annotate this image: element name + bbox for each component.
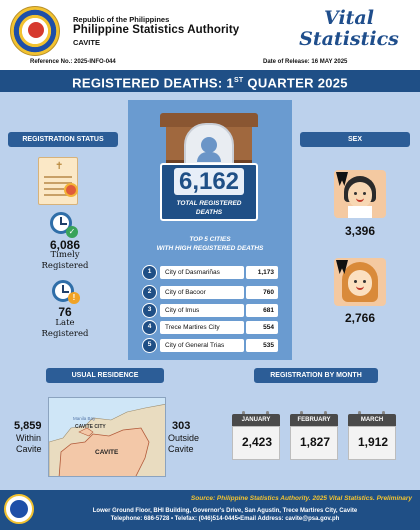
late-label-2: Registered [41,329,89,339]
city-rank: 2 [142,285,157,300]
timely-label-2: Registered [41,261,89,271]
reference-bar [0,58,420,68]
cavite-map-svg [49,398,166,477]
city-value: 681 [246,304,278,317]
month-value: 1,912 [357,435,389,449]
city-rank: 4 [142,320,157,335]
city-rank: 1 [142,265,157,280]
psa-seal-icon [10,6,60,56]
republic-label: Republic of the Philippines [73,15,170,24]
manila-bay-label: Manila Bay [73,416,96,421]
certificate-icon [38,157,78,205]
city-name: City of General Trias [160,339,244,352]
agency-name: Philippine Statistics Authority [73,24,240,36]
timely-label [30,250,100,272]
warning-icon: ! [68,292,80,304]
cross-icon: ✝ [55,161,64,172]
page-header [0,0,420,58]
total-deaths-card [160,163,258,221]
usual-residence-heading: USUAL RESIDENCE [46,368,164,383]
top-cities-heading [136,235,284,253]
month-body [232,426,280,460]
within-cavite-label [16,433,42,455]
footer-address-block [40,507,410,523]
late-label-1: Late [55,318,75,328]
title-sup: ST [233,77,244,84]
outside-cavite-label [168,433,199,455]
province-name: CAVITE [73,38,100,47]
month-value: 2,423 [241,435,273,449]
within-cavite-value: 5,859 [14,420,42,432]
month-calendar [348,414,396,460]
city-row [142,304,278,317]
city-name: City of Imus [160,304,244,317]
female-value: 2,766 [344,311,376,325]
month-body [348,426,396,460]
within-label-2: Cavite [16,444,42,454]
cavite-map [48,397,166,477]
total-deaths-value: 6,162 [178,168,240,195]
timely-value: 6,086 [49,238,81,252]
title-prefix: REGISTERED DEATHS: 1 [72,75,234,91]
month-calendar [290,414,338,460]
person-body-icon [197,152,221,162]
outside-label-1: Outside [168,433,200,443]
sex-heading: SEX [300,132,410,147]
city-row [142,339,278,352]
month-body [290,426,338,460]
city-name: City of Bacoor [160,286,244,299]
city-value: 760 [246,286,278,299]
seal-ribbon-icon [64,183,78,197]
page-title [0,70,420,92]
check-icon: ✓ [66,226,78,238]
female-avatar-icon [334,258,386,306]
within-label-1: Within [16,433,42,443]
psa-footer-logo-inner [10,500,28,518]
male-avatar-icon [334,170,386,218]
registration-status-heading: REGISTRATION STATUS [8,132,118,147]
outside-cavite-value: 303 [172,420,191,432]
timely-label-1: Timely [50,250,80,260]
month-name: MARCH [348,414,396,426]
city-value: 535 [246,339,278,352]
city-row [142,321,278,334]
top-cities-heading-1: TOP 5 CITIES [189,236,231,243]
total-label-line2: DEATHS [195,209,223,216]
release-date: Date of Release: 16 MAY 2025 [263,59,348,65]
city-rank: 5 [142,338,157,353]
city-row [142,266,278,279]
month-calendar [232,414,280,460]
city-value: 1,173 [246,266,278,279]
month-value: 1,827 [299,435,331,449]
month-name: JANUARY [232,414,280,426]
cavite-city-label: CAVITE CITY [75,424,106,430]
footer-address: Lower Ground Floor, BHI Building, Governor's Drive, San Agustin, Trece Martires City, Cavite [92,508,358,514]
top-cities-heading-2: WITH HIGH REGISTERED DEATHS [156,245,264,252]
total-label-line1: TOTAL REGISTERED [176,200,242,207]
footer-contact: Telephone: 686-5728 • Telefax: (046)514-0445•Email Address: cavite@psa.gov.ph [110,516,340,522]
person-icon [201,137,217,153]
series-title: Vital Statistics [299,7,399,50]
source-note: Source: Philippine Statistics Authority. 2025 Vital Statistics. Preliminary [190,495,412,502]
city-name: Trece Martires City [160,321,244,334]
cavite-map-label: CAVITE [95,449,119,456]
registration-by-month-heading: REGISTRATION BY MONTH [254,368,378,383]
total-deaths-label [162,199,256,217]
reference-number: Reference No.: 2025-INFO-044 [30,59,116,65]
city-value: 554 [246,321,278,334]
title-suffix: QUARTER 2025 [243,75,348,91]
city-row [142,286,278,299]
city-rank: 3 [142,303,157,318]
male-value: 3,396 [344,224,376,238]
outside-label-2: Cavite [168,444,194,454]
city-name: City of Dasmariñas [160,266,244,279]
late-label [30,318,100,340]
late-value: 76 [58,305,72,319]
month-name: FEBRUARY [290,414,338,426]
